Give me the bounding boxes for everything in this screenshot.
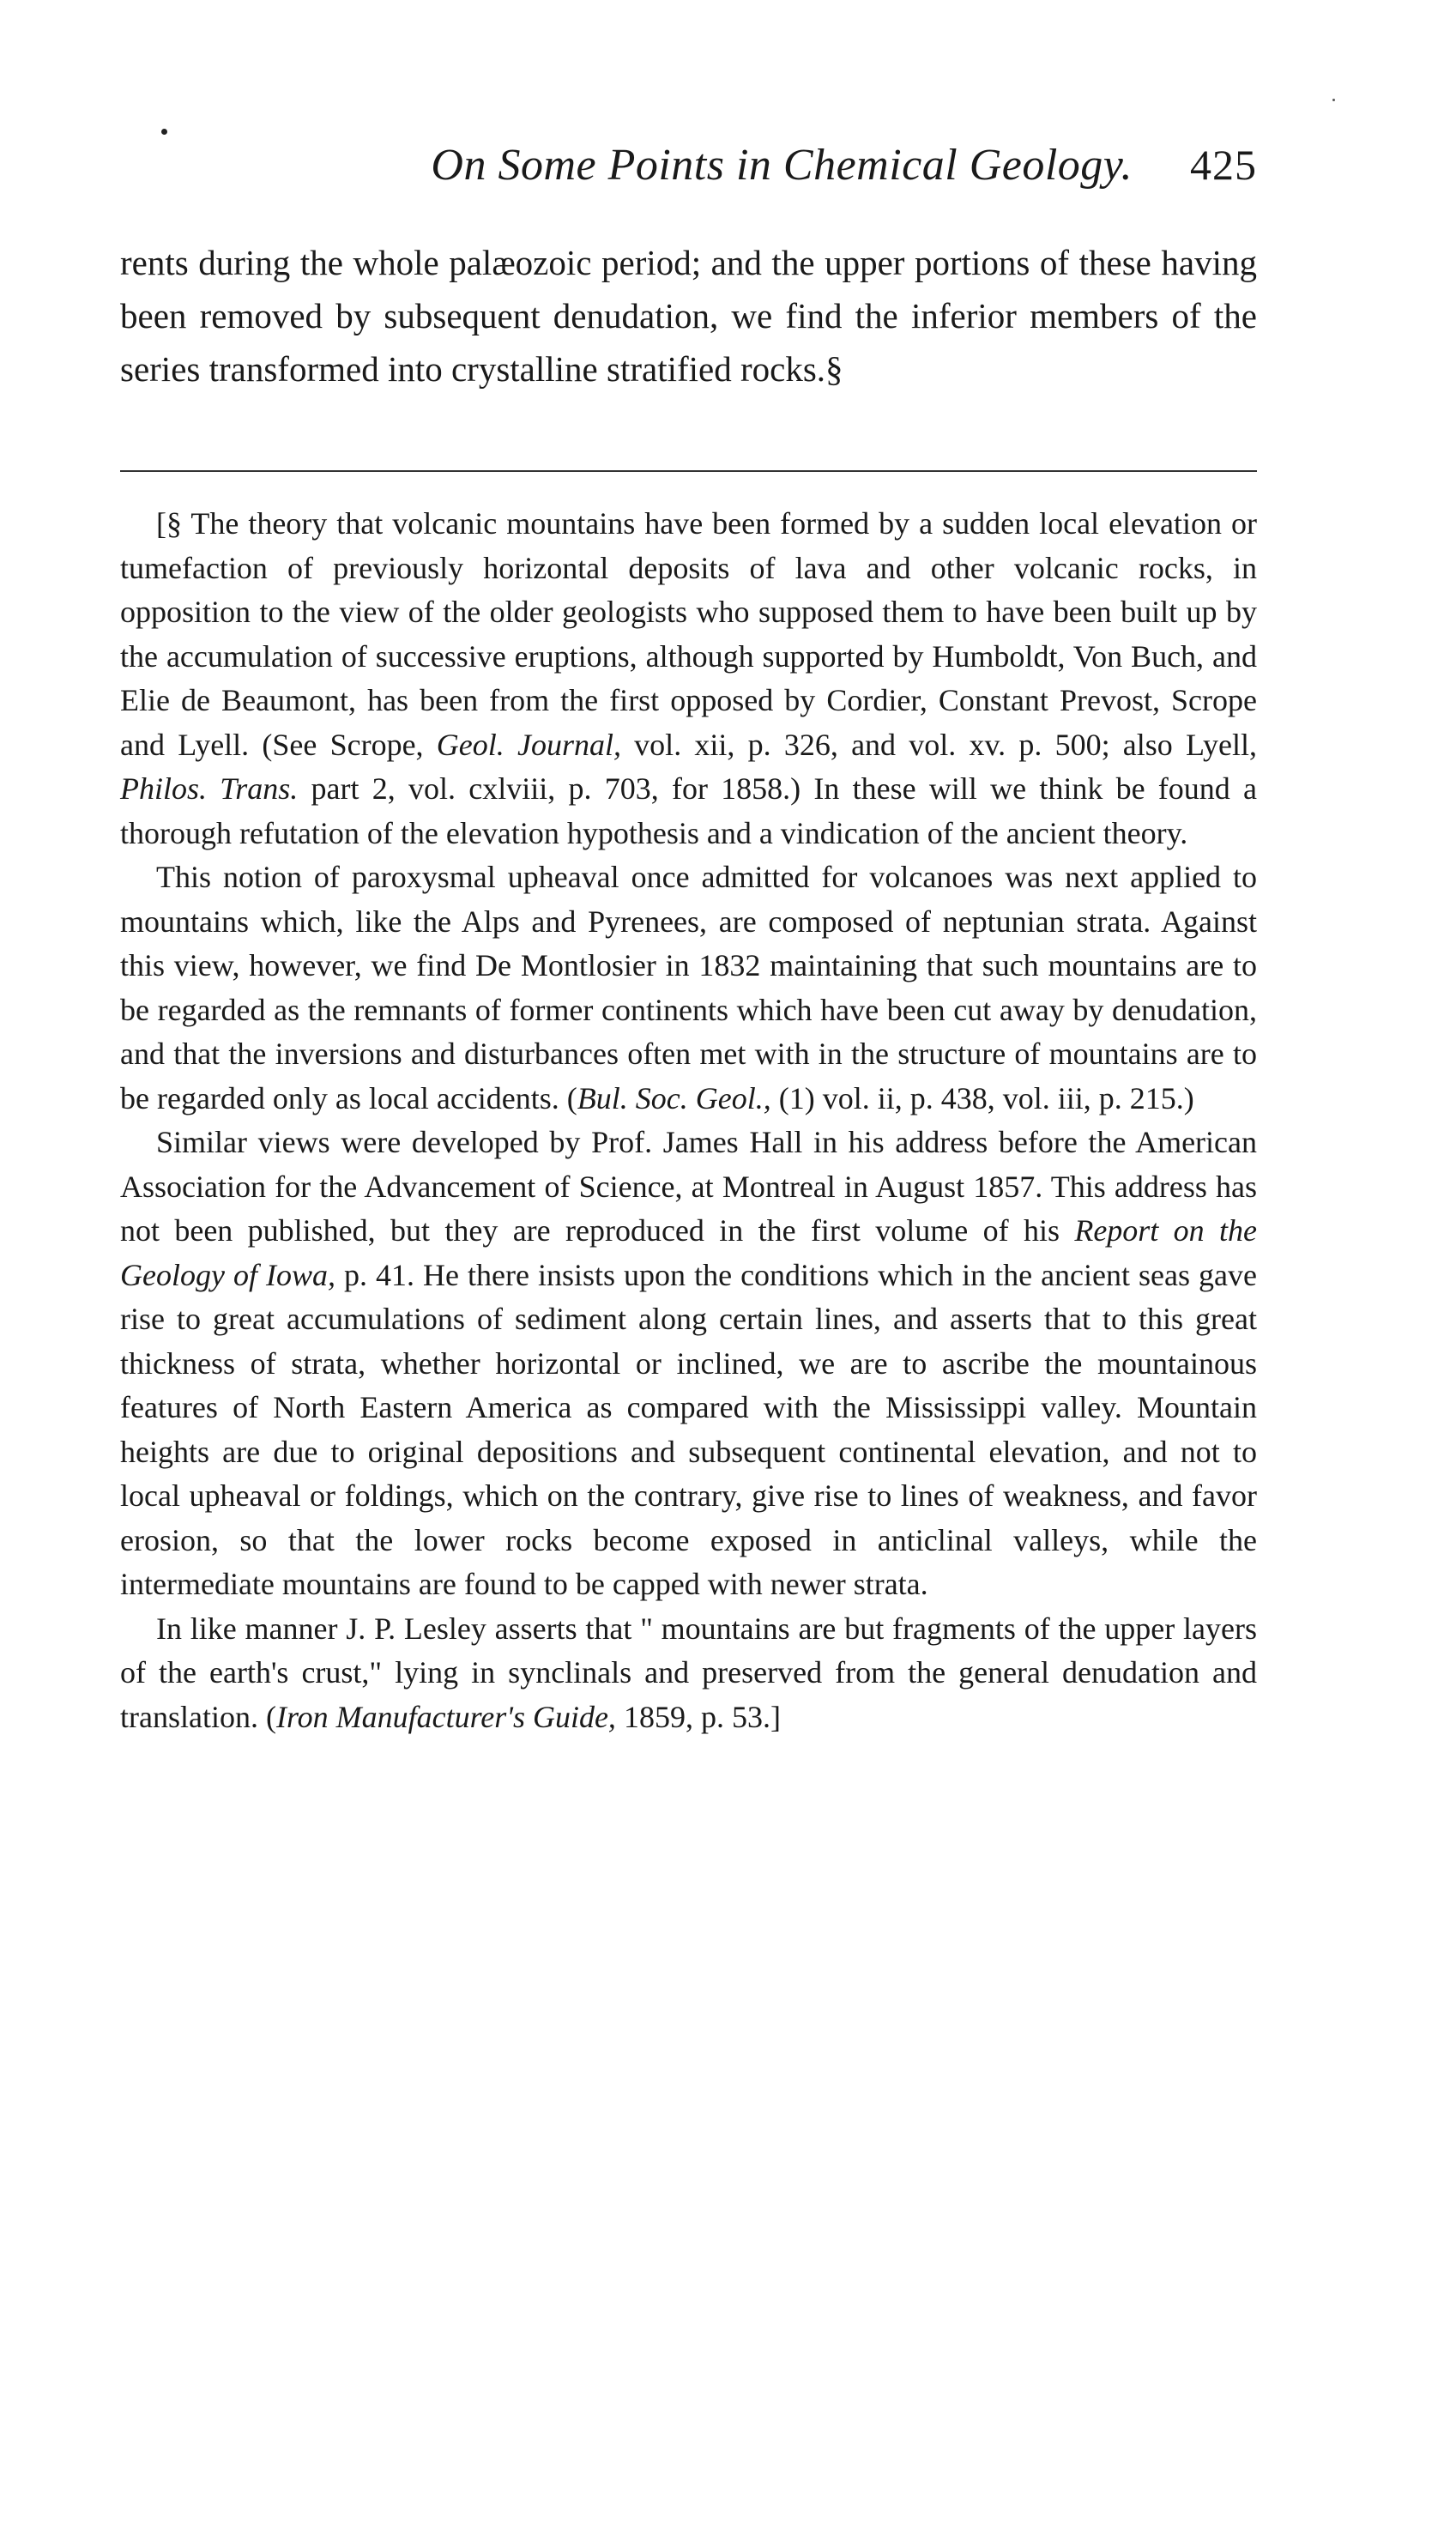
note-paragraph-2 (120, 855, 1257, 1121)
print-speck-small (1332, 99, 1335, 101)
note-p1-text-1: [§ The theory that volcanic mountains have been formed by a sudden local elevation or tumefaction of previously horizontal deposits of lava and other volcanic rocks, in opposition to the view of the older geologists who supposed them to have been built up by the accumulation of successive eruptions, although supported by Humboldt, Von Buch, and Elie de Beaumont, has been from the first opposed by Cordier, Constant Prevost, Scrope and Lyell. (See Scrope, (120, 506, 1257, 762)
note-p1-text-3: part 2, vol. cxlviii, p. 703, for 1858.) In these will we think be found a thorough refutation of the elevation hypothesis and a vindication of the ancient theory. (120, 771, 1258, 850)
note-paragraph-1 (120, 502, 1257, 855)
note-p2-text-2: (1) vol. ii, p. 438, vol. iii, p. 215.) (770, 1080, 1194, 1115)
running-title: On Some Points in Chemical Geology. (431, 141, 1133, 190)
bracketed-note (120, 502, 1257, 1739)
note-p4-text-1: In like manner J. P. Lesley asserts that " mountains are but fragments of the upper layers of the earth's crust," lying in synclinals and preserved from the general denudation and translation. ( (120, 1611, 1257, 1734)
note-p4-guide-title: Iron Manufacturer's Guide, (275, 1699, 616, 1734)
note-p3-report-title: Report on the Geology of Iowa, (120, 1213, 1257, 1292)
note-p1-journal-title: Geol. Journal, (436, 727, 621, 762)
running-head (120, 140, 1257, 200)
footnote-rule (120, 470, 1257, 472)
note-p1-text-2: vol. xii, p. 326, and vol. xv. p. 500; also Lyell, (620, 727, 1257, 762)
print-speck (161, 129, 167, 135)
note-p3-text-2: p. 41. He there insists upon the conditions which in the ancient seas gave rise to great accumulations of sediment along certain lines, and asserts that to this great thickness of strata, whether horizontal or inclined, we are to ascribe the mountainous features of North Eastern America as compared with the Mississippi valley. Mountain heights are due to original depositions and subsequent continental elevation, and not to local upheaval or foldings, which on the contrary, give rise to lines of weakness, and favor erosion, so that the lower rocks become exposed in anticlinal valleys, while the intermediate mountains are found to be capped with newer strata. (120, 1257, 1257, 1601)
note-p1-philos-title: Philos. Trans. (120, 771, 299, 806)
page-number: 425 (1190, 141, 1257, 189)
note-p4-text-2: 1859, p. 53.] (615, 1699, 781, 1734)
note-p2-bulletin-title: Bul. Soc. Geol., (577, 1080, 771, 1115)
main-text-paragraph: rents during the whole palæozoic period; and the upper portions of these having been removed by subsequent denudation, we find the inferior members of the series transformed into crystalline stratified rocks.§ (120, 243, 1257, 389)
note-p2-text-1: This notion of paroxysmal upheaval once admitted for volcanoes was next applied to mountains which, like the Alps and Pyrenees, are composed of neptunian strata. Against this view, however, we find De Montlosier in 1832 maintaining that such mountains are to be regarded as the remnants of former continents which have been cut away by denudation, and that the inversions and disturbances often met with in the structure of mountains are to be regarded only as local accidents. ( (120, 860, 1257, 1115)
note-paragraph-3 (120, 1121, 1257, 1607)
note-p3-text-1: Similar views were developed by Prof. James Hall in his address before the American Association for the Advancement of Science, at Montreal in August 1857. This address has not been published, but they are reproduced in the first volume of his (120, 1125, 1257, 1248)
note-paragraph-4 (120, 1607, 1257, 1740)
